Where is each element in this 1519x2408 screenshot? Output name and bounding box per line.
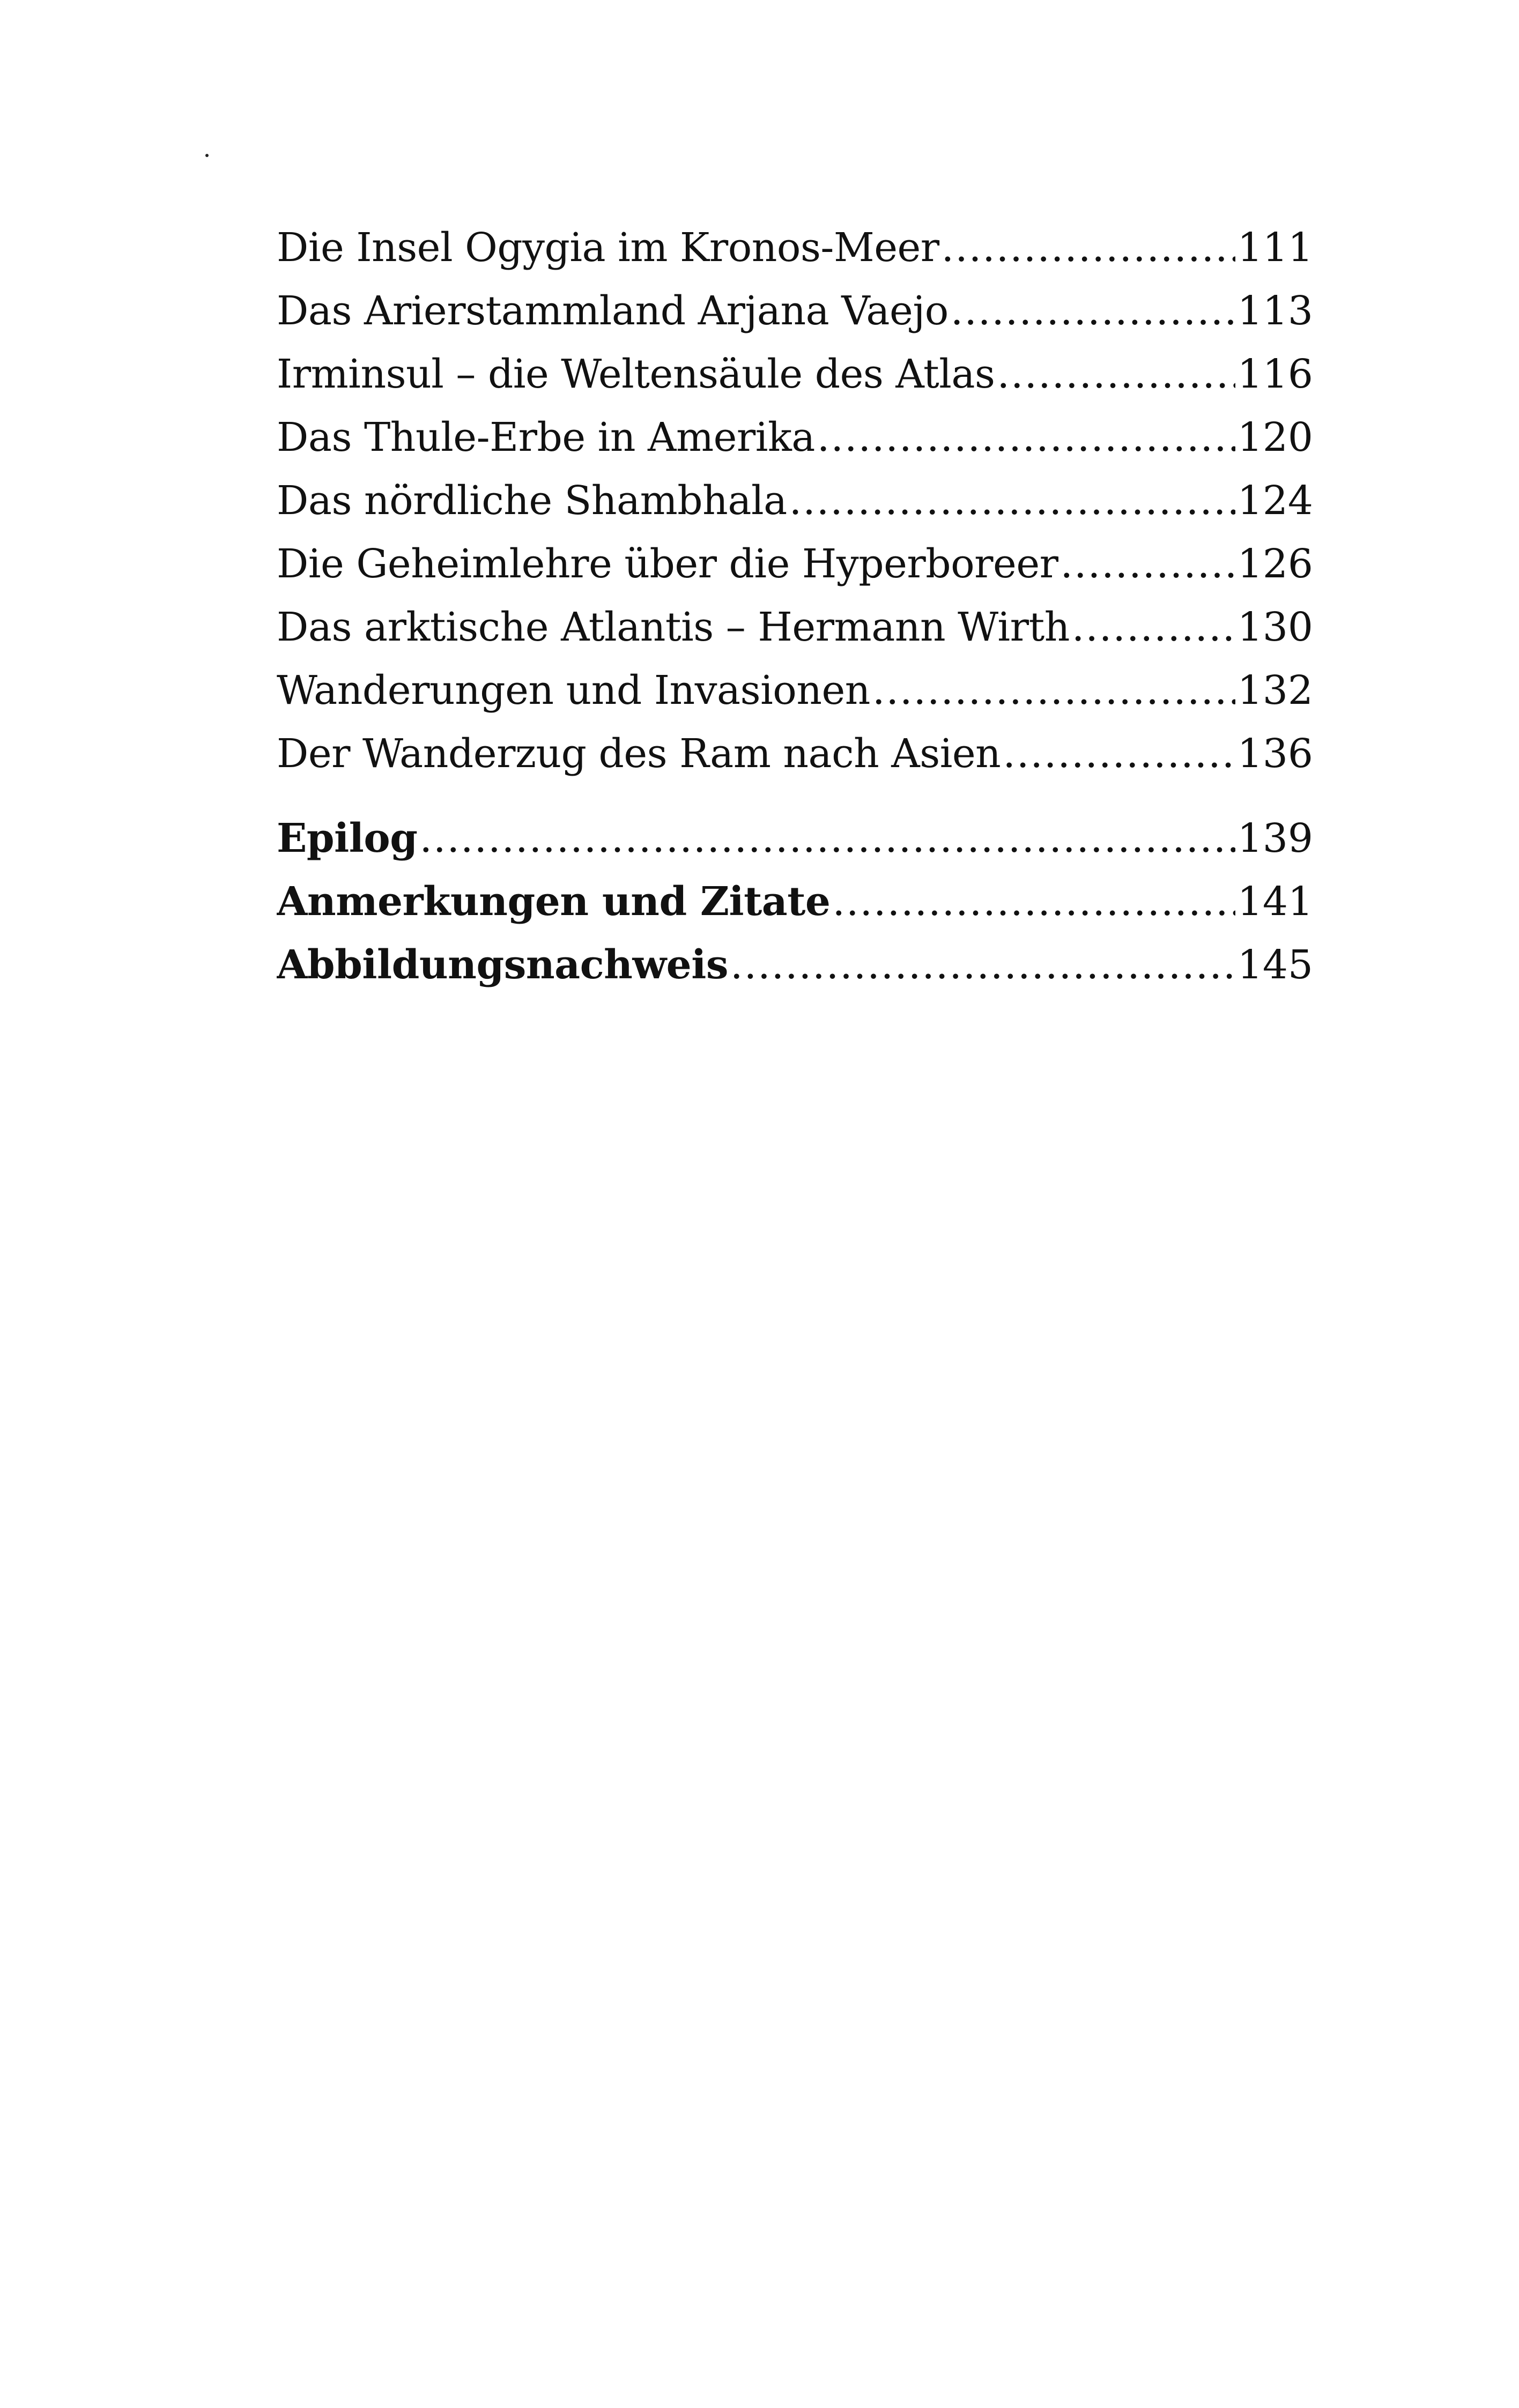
toc-entry-page: 136 xyxy=(1237,731,1313,777)
toc-entry-page: 111 xyxy=(1237,225,1313,271)
toc-entry xyxy=(277,532,1313,596)
dot-leader xyxy=(1003,722,1235,785)
toc-entry xyxy=(277,216,1313,279)
dot-leader xyxy=(832,870,1235,933)
dot-leader xyxy=(1072,596,1235,659)
toc-entry-title: Die Geheimlehre über die Hyperboreer xyxy=(277,541,1058,587)
dot-leader xyxy=(789,469,1235,532)
toc-entry xyxy=(277,659,1313,722)
dot-leader xyxy=(997,343,1235,406)
toc-entry-title: Abbildungsnachweis xyxy=(277,942,729,988)
toc-entry-title: Wanderungen und Invasionen xyxy=(277,667,870,714)
toc-entry xyxy=(277,722,1313,785)
toc-entry-title: Die Insel Ogygia im Kronos-Meer xyxy=(277,225,939,271)
toc-entry-page: 139 xyxy=(1237,815,1313,861)
toc-entry-title: Das Thule-Erbe in Amerika xyxy=(277,414,815,460)
dot-leader xyxy=(419,807,1235,870)
toc-entry-page: 113 xyxy=(1237,288,1313,334)
section-spacer xyxy=(277,785,1313,807)
toc-entry-page: 141 xyxy=(1237,879,1313,925)
page-speck xyxy=(205,154,209,157)
dot-leader xyxy=(730,933,1235,997)
dot-leader xyxy=(817,406,1235,469)
toc-entry xyxy=(277,279,1313,343)
toc-entry-page: 120 xyxy=(1237,414,1313,460)
toc-entry-back-matter xyxy=(277,933,1313,997)
dot-leader xyxy=(951,279,1235,343)
toc-entry-back-matter xyxy=(277,807,1313,870)
toc-entry-title: Das Arierstammland Arjana Vaejo xyxy=(277,288,949,334)
toc-entry-page: 130 xyxy=(1237,604,1313,650)
toc-entry xyxy=(277,343,1313,406)
dot-leader xyxy=(872,659,1235,722)
table-of-contents xyxy=(277,216,1313,997)
toc-entry-title: Das arktische Atlantis – Hermann Wirth xyxy=(277,604,1070,650)
toc-entry-page: 132 xyxy=(1237,667,1313,714)
toc-entry-page: 145 xyxy=(1237,942,1313,988)
toc-entry-page: 126 xyxy=(1237,541,1313,587)
toc-entry xyxy=(277,596,1313,659)
toc-entry xyxy=(277,406,1313,469)
toc-entry-title: Das nördliche Shambhala xyxy=(277,478,787,524)
toc-entry-title: Epilog xyxy=(277,815,418,861)
toc-entry-page: 124 xyxy=(1237,478,1313,524)
toc-entry xyxy=(277,469,1313,532)
toc-entry-page: 116 xyxy=(1237,351,1313,397)
toc-entry-title: Der Wanderzug des Ram nach Asien xyxy=(277,731,1001,777)
dot-leader xyxy=(942,216,1235,279)
toc-entry-back-matter xyxy=(277,870,1313,933)
dot-leader xyxy=(1061,532,1235,596)
toc-entry-title: Irminsul – die Weltensäule des Atlas xyxy=(277,351,995,397)
toc-entry-title: Anmerkungen und Zitate xyxy=(277,879,831,925)
